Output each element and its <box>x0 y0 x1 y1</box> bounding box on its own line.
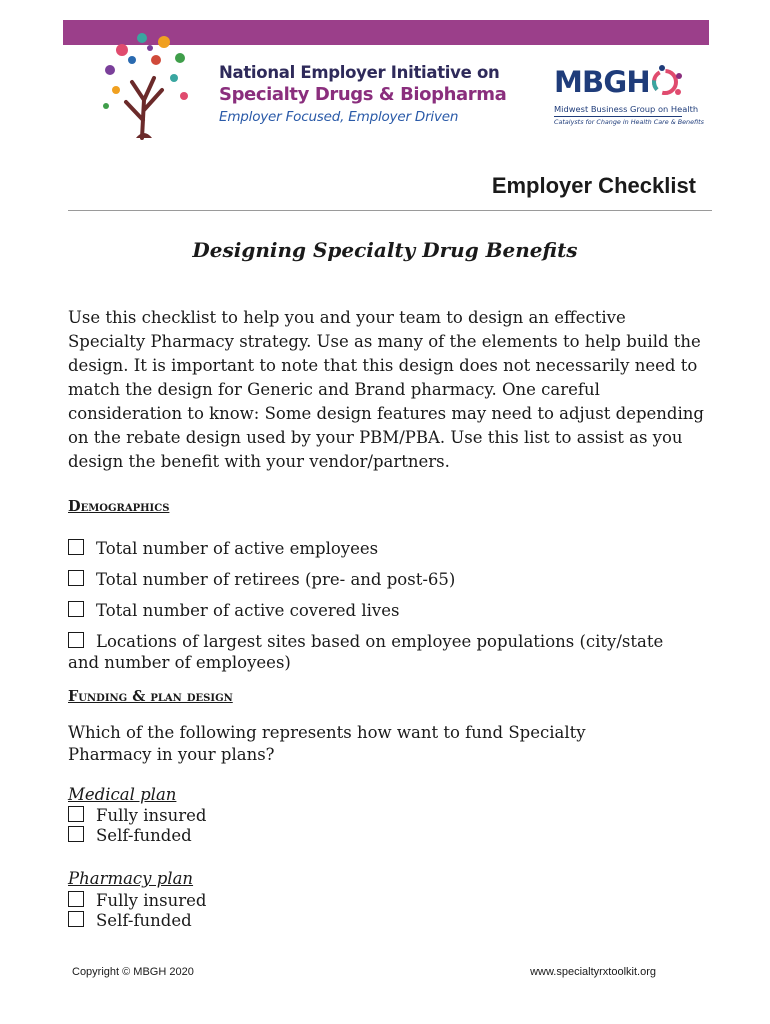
funding-question: Which of the following represents how want to fund Specialty Pharmacy in your plans? <box>68 723 586 764</box>
document-title: Designing Specialty Drug Benefits <box>192 238 578 262</box>
checklist-item-label: Total number of active covered lives <box>96 601 400 620</box>
option-label: Fully insured <box>96 806 207 825</box>
checkbox[interactable] <box>68 601 84 617</box>
checklist-item-label: Total number of active employees <box>96 539 379 558</box>
mbgh-wordmark: MBGH <box>554 65 650 99</box>
medical-option <box>68 805 668 826</box>
initiative-line-2: Specialty Drugs & Biopharma <box>219 84 507 105</box>
option-label: Fully insured <box>96 891 207 910</box>
people-circle-icon <box>650 64 684 100</box>
checklist-item-label: Total number of retirees (pre- and post-65) <box>96 570 456 589</box>
initiative-line-1: National Employer Initiative on <box>219 63 500 82</box>
checkbox[interactable] <box>68 806 84 822</box>
option-label: Self-funded <box>96 826 192 845</box>
checklist-item-label: Locations of largest sites based on employee populations (city/state and number of employees) <box>68 632 664 672</box>
checkbox[interactable] <box>68 570 84 586</box>
mbgh-divider <box>554 116 682 117</box>
tree-logo-icon <box>92 20 202 142</box>
option-label: Self-funded <box>96 911 192 930</box>
checkbox[interactable] <box>68 826 84 842</box>
medical-plan-label: Medical plan <box>68 785 177 804</box>
intro-paragraph: Use this checklist to help you and your team to design an effective Specialty Pharmacy strategy. Use as many of the elements to help build the design. It is important to note that this design does not necessarily need to match the design for Generic and Brand pharmacy. One careful consideration to know: Some design features may need to adjust depending on the rebate design used by your PBM/PBA. Use this list to assist as you design the benefit with your vendor/partners. <box>68 308 704 471</box>
pharmacy-plan-label: Pharmacy plan <box>68 869 194 888</box>
pharmacy-option <box>68 910 668 931</box>
medical-option <box>68 825 668 846</box>
checklist-label: Employer Checklist <box>491 173 696 198</box>
footer-url: www.specialtyrxtoolkit.org <box>530 966 656 978</box>
section-heading-funding: Funding & plan design <box>68 688 233 705</box>
footer-copyright: Copyright © MBGH 2020 <box>72 966 194 978</box>
checkbox[interactable] <box>68 539 84 555</box>
checkbox[interactable] <box>68 911 84 927</box>
checkbox[interactable] <box>68 632 84 648</box>
initiative-tagline: Employer Focused, Employer Driven <box>219 109 459 125</box>
checklist-item <box>68 631 668 673</box>
section-heading-demographics: Demographics <box>68 498 170 515</box>
checklist-item <box>68 538 668 559</box>
mbgh-tagline: Catalysts for Change in Health Care & Benefits <box>554 118 704 126</box>
initiative-title-block <box>219 63 506 127</box>
checklist-item <box>68 569 668 590</box>
pharmacy-option <box>68 890 668 911</box>
checklist-item <box>68 600 668 621</box>
checkbox[interactable] <box>68 891 84 907</box>
mbgh-logo <box>554 62 704 132</box>
mbgh-full-name: Midwest Business Group on Health <box>554 104 699 114</box>
title-divider <box>68 210 712 211</box>
